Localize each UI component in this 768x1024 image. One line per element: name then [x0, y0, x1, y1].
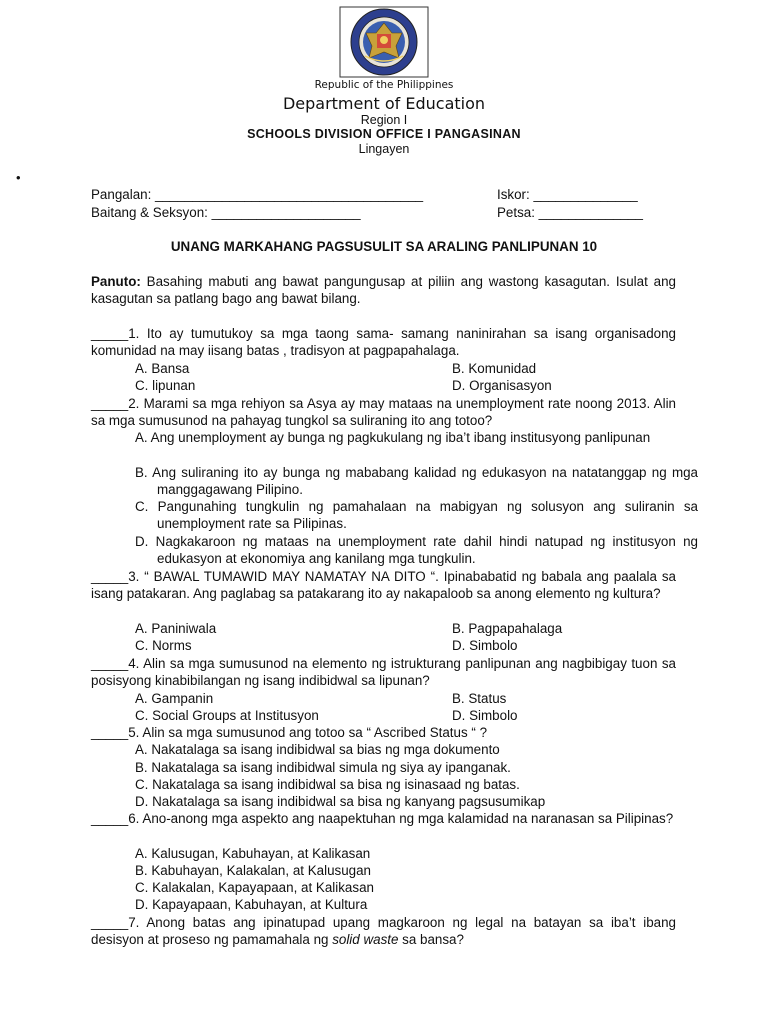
q2-choice-c: C. Pangunahing tungkulin ng pamahalaan na mabigyan ng solusyon ang suliranin sa unemployment rate sa Pilipinas. [135, 499, 698, 532]
question-5-stem: _____5. Alin sa mga sumusunod ang totoo sa “ Ascribed Status “ ? [91, 725, 488, 740]
department-title: Department of Education [282, 94, 486, 113]
question-6-stem: _____6. Ano-anong mga aspekto ang naapektuhan ng mga kalamidad na naranasan sa Pilipinas? [91, 811, 674, 826]
q3-choice-c: C. Norms [135, 638, 192, 653]
q7-stem-pre: _____7. Anong batas ang ipinatupad upang magkaroon ng legal na batayan sa iba’t ibang desisyon at proseso ng pamamahala ng [91, 915, 676, 948]
q7-stem-post: sa bansa? [398, 932, 464, 948]
republic-label: Republic of the Philippines [314, 79, 454, 91]
q4-choice-b: B. Status [452, 691, 507, 706]
q2-choice-d: D. Nagkakaroon ng mataas na unemployment rate dahil hindi natupad ng institusyon ng edukasyon at ekonomiya ang kanilang mga tungkulin. [135, 534, 698, 567]
q4-choice-d: D. Simbolo [452, 708, 518, 723]
q2-choice-a: A. Ang unemployment ay bunga ng pagkukulang ng iba’t ibang institusyong panlipunan [135, 430, 651, 445]
exam-title: UNANG MARKAHANG PAGSUSULIT SA ARALING PANLIPUNAN 10 [170, 239, 598, 254]
q5-choice-d: D. Nakatalaga sa isang indibidwal sa bisa ng kanyang pagsusumikap [135, 794, 546, 809]
q7-stem-italic: solid waste [332, 932, 399, 948]
question-4-stem: _____4. Alin sa mga sumusunod na elemento ng istrukturang panlipunan ang nagbibigay tuon sa posisyong kinabibilangan ng isang indibidwal sa lipunan? [91, 656, 676, 689]
question-7-stem [91, 914, 676, 948]
q5-choice-b: B. Nakatalaga sa isang indibidwal simula ng siya ay ipanganak. [135, 760, 511, 775]
q5-choice-a: A. Nakatalaga sa isang indibidwal sa bias ng mga dokumento [135, 742, 500, 757]
q3-choice-d: D. Simbolo [452, 638, 518, 653]
q6-choice-a: A. Kalusugan, Kabuhayan, at Kalikasan [135, 846, 371, 861]
question-2-stem: _____2. Marami sa mga rehiyon sa Asya ay may mataas na unemployment rate noong 2013. Alin sa mga sumusunod na pahayag tungkol sa suliraning ito ang totoo? [91, 396, 676, 429]
q6-choice-d: D. Kapayapaan, Kabuhayan, at Kultura [135, 897, 368, 912]
q3-choice-a: A. Paniniwala [135, 621, 217, 636]
grade-section-field: Baitang & Seksyon: ____________________ [91, 205, 361, 220]
town-label: Lingayen [358, 142, 410, 156]
q1-choice-b: B. Komunidad [452, 361, 537, 376]
division-label: SCHOOLS DIVISION OFFICE I PANGASINAN [247, 127, 521, 141]
question-1-stem: _____1. Ito ay tumutukoy sa mga taong sama- samang naninirahan sa isang organisadong komunidad na may iisang batas , tradisyon at pagpapahalaga. [91, 326, 676, 359]
instructions-text: Basahing mabuti ang bawat pangungusap at piliin ang wastong kasagutan. Isulat ang kasagutan sa patlang bago ang bawat bilang. [91, 274, 676, 307]
q5-choice-c: C. Nakatalaga sa isang indibidwal sa bisa ng isinasaad ng batas. [135, 777, 520, 792]
score-field: Iskor: ______________ [497, 187, 638, 202]
bullet-mark: • [16, 170, 21, 185]
instructions [91, 273, 676, 307]
deped-seal [339, 6, 429, 78]
date-field: Petsa: ______________ [497, 205, 643, 220]
q3-choice-b: B. Pagpapahalaga [452, 621, 563, 636]
question-3-stem: _____3. “ BAWAL TUMAWID MAY NAMATAY NA DITO “. Ipinababatid ng babala ang paalala sa isang patakaran. Ang paglabag sa patakarang ito ay nakapaloob sa anong elemento ng kultura? [91, 569, 676, 602]
q6-choice-b: B. Kabuhayan, Kalakalan, at Kalusugan [135, 863, 371, 878]
q6-choice-c: C. Kalakalan, Kapayapaan, at Kalikasan [135, 880, 374, 895]
instructions-label: Panuto: [91, 274, 141, 289]
q2-choice-b: B. Ang suliraning ito ay bunga ng mababang kalidad ng edukasyon na natatanggap ng mga manggagawang Pilipino. [135, 465, 698, 498]
name-field: Pangalan: ____________________________________ [91, 187, 424, 202]
q4-choice-c: C. Social Groups at Institusyon [135, 708, 319, 723]
q1-choice-a: A. Bansa [135, 361, 190, 376]
q4-choice-a: A. Gampanin [135, 691, 214, 706]
region-label: Region I [360, 113, 408, 127]
q1-choice-d: D. Organisasyon [452, 378, 552, 393]
q1-choice-c: C. lipunan [135, 378, 196, 393]
